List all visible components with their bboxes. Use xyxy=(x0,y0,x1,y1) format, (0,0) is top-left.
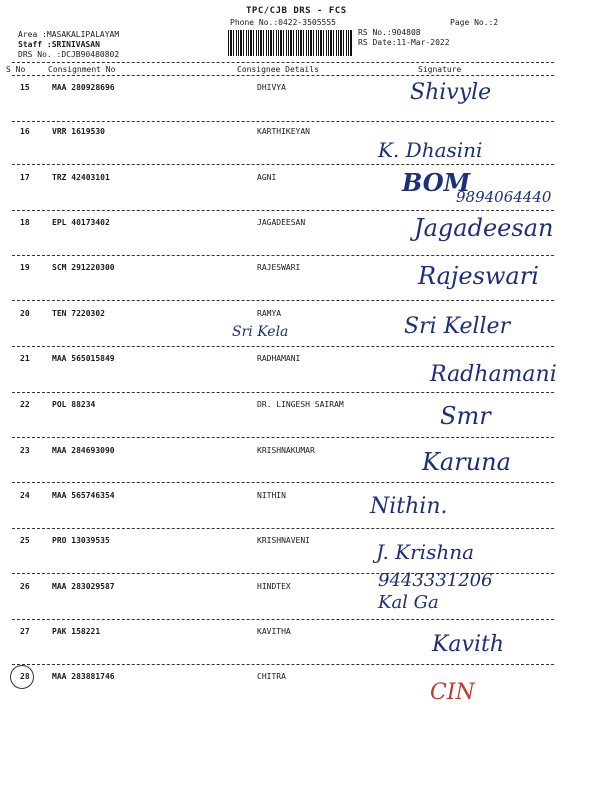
barcode xyxy=(228,30,352,56)
row-signature: Radhamani xyxy=(430,362,557,387)
row-signature: 9894064440 xyxy=(456,188,552,206)
row-sno: 28 xyxy=(20,672,30,681)
row-consignee: CHITRA xyxy=(257,672,286,681)
row-consignee: DHIVYA xyxy=(257,83,286,92)
area-label: Area :MASAKALIPALAYAM xyxy=(18,30,120,39)
row-consignment: SCM 291220300 xyxy=(52,263,115,272)
row-consignment: PRO 13039535 xyxy=(52,536,110,545)
rs-date: RS Date:11-Mar-2022 xyxy=(358,38,450,47)
row-consignee: KARTHIKEYAN xyxy=(257,127,310,136)
row-sno: 25 xyxy=(20,536,30,545)
rs-number: RS No.:904808 xyxy=(358,28,421,37)
row-consignment: TRZ 42403101 xyxy=(52,173,110,182)
divider xyxy=(12,255,554,256)
row-consignee: KAVITHA xyxy=(257,627,291,636)
row-sno: 18 xyxy=(20,218,30,227)
row-sno: 17 xyxy=(20,173,30,182)
page-number: Page No.:2 xyxy=(450,18,499,27)
staff-label: Staff :SRINIVASAN xyxy=(18,40,100,49)
divider xyxy=(12,164,554,165)
row-signature: Shivyle xyxy=(410,80,492,105)
row-signature: J. Krishna xyxy=(376,540,475,564)
row-signature: CIN xyxy=(430,680,475,705)
row-signature: Nithin. xyxy=(370,494,448,519)
row-consignee: AGNI xyxy=(257,173,277,182)
row-consignee: RAJESWARI xyxy=(257,263,301,272)
row-sno: 23 xyxy=(20,446,30,455)
row-signature: Rajeswari xyxy=(418,262,539,290)
handwritten-note: Sri Kela xyxy=(232,324,289,340)
row-consignment: MAA 283029587 xyxy=(52,582,115,591)
divider xyxy=(12,121,554,122)
row-sno: 26 xyxy=(20,582,30,591)
handwritten-note: Kal Ga xyxy=(378,592,439,613)
row-consignment: MAA 565015849 xyxy=(52,354,115,363)
divider xyxy=(12,437,554,438)
row-signature: Smr xyxy=(440,402,491,430)
divider xyxy=(12,619,554,620)
col-header-consignee: Consignee Details xyxy=(237,65,319,74)
divider xyxy=(12,482,554,483)
divider xyxy=(12,346,554,347)
row-sno: 16 xyxy=(20,127,30,136)
row-consignment: TEN 7220302 xyxy=(52,309,105,318)
row-sno: 24 xyxy=(20,491,30,500)
row-consignment: MAA 283881746 xyxy=(52,672,115,681)
row-sno: 15 xyxy=(20,83,30,92)
row-signature: Karuna xyxy=(422,448,511,476)
row-consignment: MAA 284693090 xyxy=(52,446,115,455)
divider xyxy=(12,528,554,529)
col-header-signature: Signature xyxy=(418,65,462,74)
col-header-sno: S No xyxy=(6,65,26,74)
row-consignment: MAA 280928696 xyxy=(52,83,115,92)
initials-mark: BOM xyxy=(402,168,471,197)
row-consignment: EPL 40173402 xyxy=(52,218,110,227)
divider xyxy=(12,210,554,211)
divider xyxy=(12,300,554,301)
row-signature: Kavith xyxy=(432,632,505,657)
row-consignment: MAA 565746354 xyxy=(52,491,115,500)
row-signature: Jagadeesan xyxy=(414,214,554,242)
row-consignment: PAK 158221 xyxy=(52,627,101,636)
drs-number: DRS No. :DCJB90480802 xyxy=(18,50,120,59)
row-consignment: POL 88234 xyxy=(52,400,96,409)
divider xyxy=(12,62,554,63)
divider xyxy=(12,392,554,393)
row-sno: 19 xyxy=(20,263,30,272)
row-consignee: RADHAMANI xyxy=(257,354,301,363)
document-title: TPC/CJB DRS - FCS xyxy=(246,6,347,16)
col-header-consignment: Consignment No xyxy=(48,65,116,74)
row-consignee: KRISHNAVENI xyxy=(257,536,310,545)
row-consignee: JAGADEESAN xyxy=(257,218,306,227)
row-signature: 9443331206 xyxy=(378,570,493,591)
phone-number: Phone No.:0422-3505555 xyxy=(230,18,336,27)
row-signature: Sri Keller xyxy=(404,314,511,339)
row-consignee: RAMYA xyxy=(257,309,282,318)
row-signature: K. Dhasini xyxy=(378,138,483,162)
row-consignment: VRR 1619530 xyxy=(52,127,105,136)
row-consignee: DR. LINGESH SAIRAM xyxy=(257,400,344,409)
divider xyxy=(12,75,554,76)
row-sno: 27 xyxy=(20,627,30,636)
row-consignee: NITHIN xyxy=(257,491,286,500)
row-consignee: HINDTEX xyxy=(257,582,291,591)
row-sno: 22 xyxy=(20,400,30,409)
row-sno: 20 xyxy=(20,309,30,318)
row-sno: 21 xyxy=(20,354,30,363)
row-consignee: KRISHNAKUMAR xyxy=(257,446,315,455)
divider xyxy=(12,664,554,665)
